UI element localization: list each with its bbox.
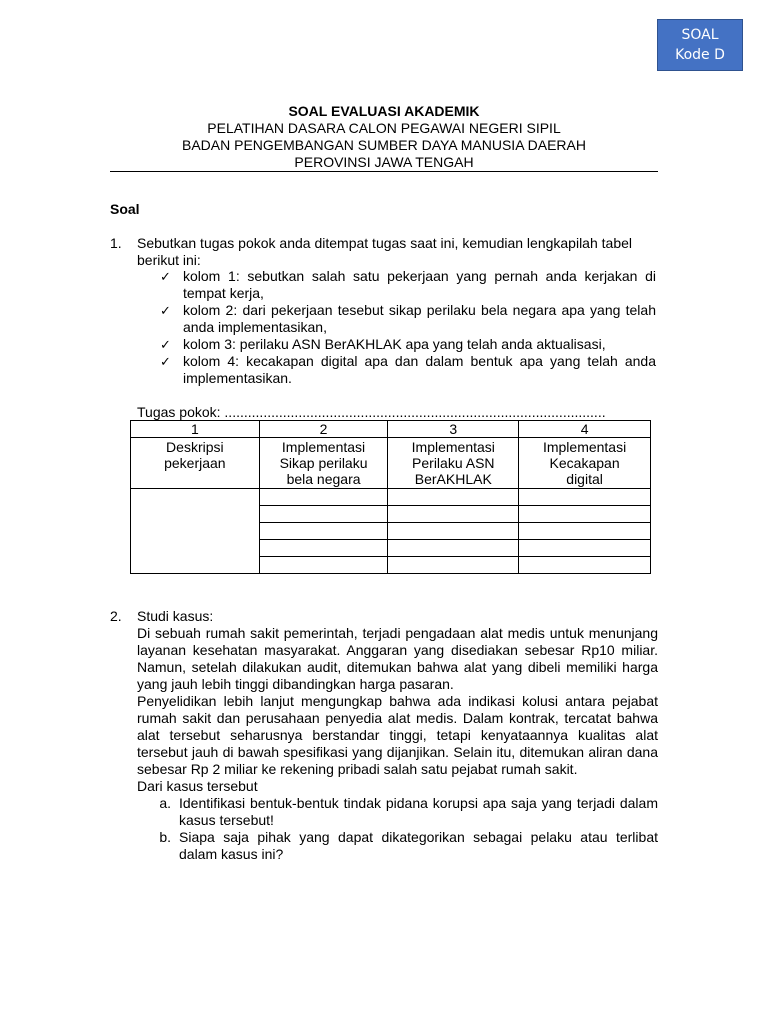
check-icon: ✓: [160, 269, 171, 284]
table-cell[interactable]: [519, 540, 651, 557]
table-cell[interactable]: [259, 523, 388, 540]
sub-question-a: [137, 795, 658, 829]
column-number: 1: [131, 421, 260, 438]
checklist-item-text: kolom 3: perilaku ASN BerAKHLAK apa yang telah anda aktualisasi,: [183, 336, 606, 352]
table-cell[interactable]: [388, 523, 519, 540]
case-study-paragraph-1: Di sebuah rumah sakit pemerintah, terjadi pengadaan alat medis untuk menunjang layanan kesehatan masyarakat. Anggaran yang disediakan sebesar Rp10 miliar. Namun, setelah dilakukan audit, ditemukan bahwa alat yang dibeli memiliki harga yang jauh lebih tinggi dibandingkan harga pasaran.: [137, 625, 658, 692]
sub-question-text: Siapa saja pihak yang dapat dikategorikan sebagai pelaku atau terlibat dalam kasus ini?: [179, 829, 658, 862]
badge-line-1: SOAL: [681, 27, 719, 43]
header-line-3: BADAN PENGEMBANGAN SUMBER DAYA MANUSIA DAERAH: [181, 137, 586, 153]
column-number: 3: [388, 421, 519, 438]
soal-code-badge: [657, 19, 743, 71]
table-cell[interactable]: [519, 557, 651, 574]
column-header: Implementasi Sikap perilaku bela negara: [259, 438, 388, 489]
table-cell[interactable]: [519, 523, 651, 540]
column-header: Implementasi Perilaku ASN BerAKHLAK: [388, 438, 519, 489]
table-cell[interactable]: [259, 557, 388, 574]
case-study-paragraph-2: Penyelidikan lebih lanjut mengungkap bahwa ada indikasi kolusi antara pejabat rumah sakit dan perusahaan penyedia alat medis. Dalam kontrak, tercatat bahwa alat tersebut seharusnya berstandar tinggi, tetapi kenyataannya kualitas alat tersebut jauh di bawah spesifikasi yang dijanjikan. Selain itu, ditemukan aliran dana sebesar Rp 2 miliar ke rekening pribadi salah satu pejabat rumah sakit.: [137, 693, 658, 777]
checklist-item-text: kolom 1: sebutkan salah satu pekerjaan yang pernah anda kerjakan di tempat kerja,: [183, 268, 656, 301]
question-1-intro: Sebutkan tugas pokok anda ditempat tugas saat ini, kemudian lengkapilah tabel berikut ini:: [137, 235, 633, 268]
header-divider: [110, 171, 658, 172]
sub-question-label: b.: [159, 829, 171, 845]
sub-question-label: a.: [159, 795, 171, 811]
question-2-number: 2.: [110, 608, 122, 624]
badge-line-2: Kode D: [675, 47, 725, 63]
table-cell[interactable]: [388, 557, 519, 574]
checklist-item: [160, 353, 656, 387]
table-header-row: [131, 438, 651, 489]
column-number: 4: [519, 421, 651, 438]
header-title: SOAL EVALUASI AKADEMIK: [288, 103, 480, 119]
check-icon: ✓: [160, 354, 171, 369]
sub-question-text: Identifikasi bentuk-bentuk tindak pidana korupsi apa saja yang terjadi dalam kasus tersebut!: [179, 795, 658, 828]
section-title: Soal: [110, 201, 140, 217]
table-number-row: [131, 421, 651, 438]
question-1-number: 1.: [110, 235, 122, 251]
table-cell[interactable]: [388, 489, 519, 506]
question-1-checklist: [160, 268, 656, 387]
tugas-pokok-label: Tugas pokok: ..................................................................................................: [137, 404, 606, 420]
checklist-item: [160, 336, 656, 353]
case-study-prompt: Dari kasus tersebut: [137, 778, 258, 794]
checklist-item-text: kolom 2: dari pekerjaan tesebut sikap perilaku bela negara apa yang telah anda implementasikan,: [183, 302, 656, 335]
table-cell[interactable]: [259, 506, 388, 523]
table-cell[interactable]: [388, 506, 519, 523]
table-cell[interactable]: [259, 489, 388, 506]
column-header: Deskripsi pekerjaan: [131, 438, 260, 489]
check-icon: ✓: [160, 303, 171, 318]
checklist-item: [160, 268, 656, 302]
check-icon: ✓: [160, 337, 171, 352]
header-line-2: PELATIHAN DASARA CALON PEGAWAI NEGERI SIPIL: [207, 120, 561, 136]
question-2-body: [137, 608, 658, 863]
table-cell[interactable]: [519, 506, 651, 523]
checklist-item-text: kolom 4: kecakapan digital apa dan dalam bentuk apa yang telah anda implementasikan.: [183, 353, 656, 386]
table-cell-description[interactable]: [131, 489, 260, 574]
column-header: Implementasi Kecakapan digital: [519, 438, 651, 489]
table-cell[interactable]: [259, 540, 388, 557]
activity-table: [130, 420, 651, 574]
table-cell[interactable]: [388, 540, 519, 557]
document-header: [110, 103, 658, 171]
case-study-title: Studi kasus:: [137, 608, 214, 624]
checklist-item: [160, 302, 656, 336]
table-cell[interactable]: [519, 489, 651, 506]
column-number: 2: [259, 421, 388, 438]
header-line-4: PEROVINSI JAWA TENGAH: [294, 154, 474, 170]
table-row: [131, 489, 651, 506]
sub-question-b: [137, 829, 658, 863]
